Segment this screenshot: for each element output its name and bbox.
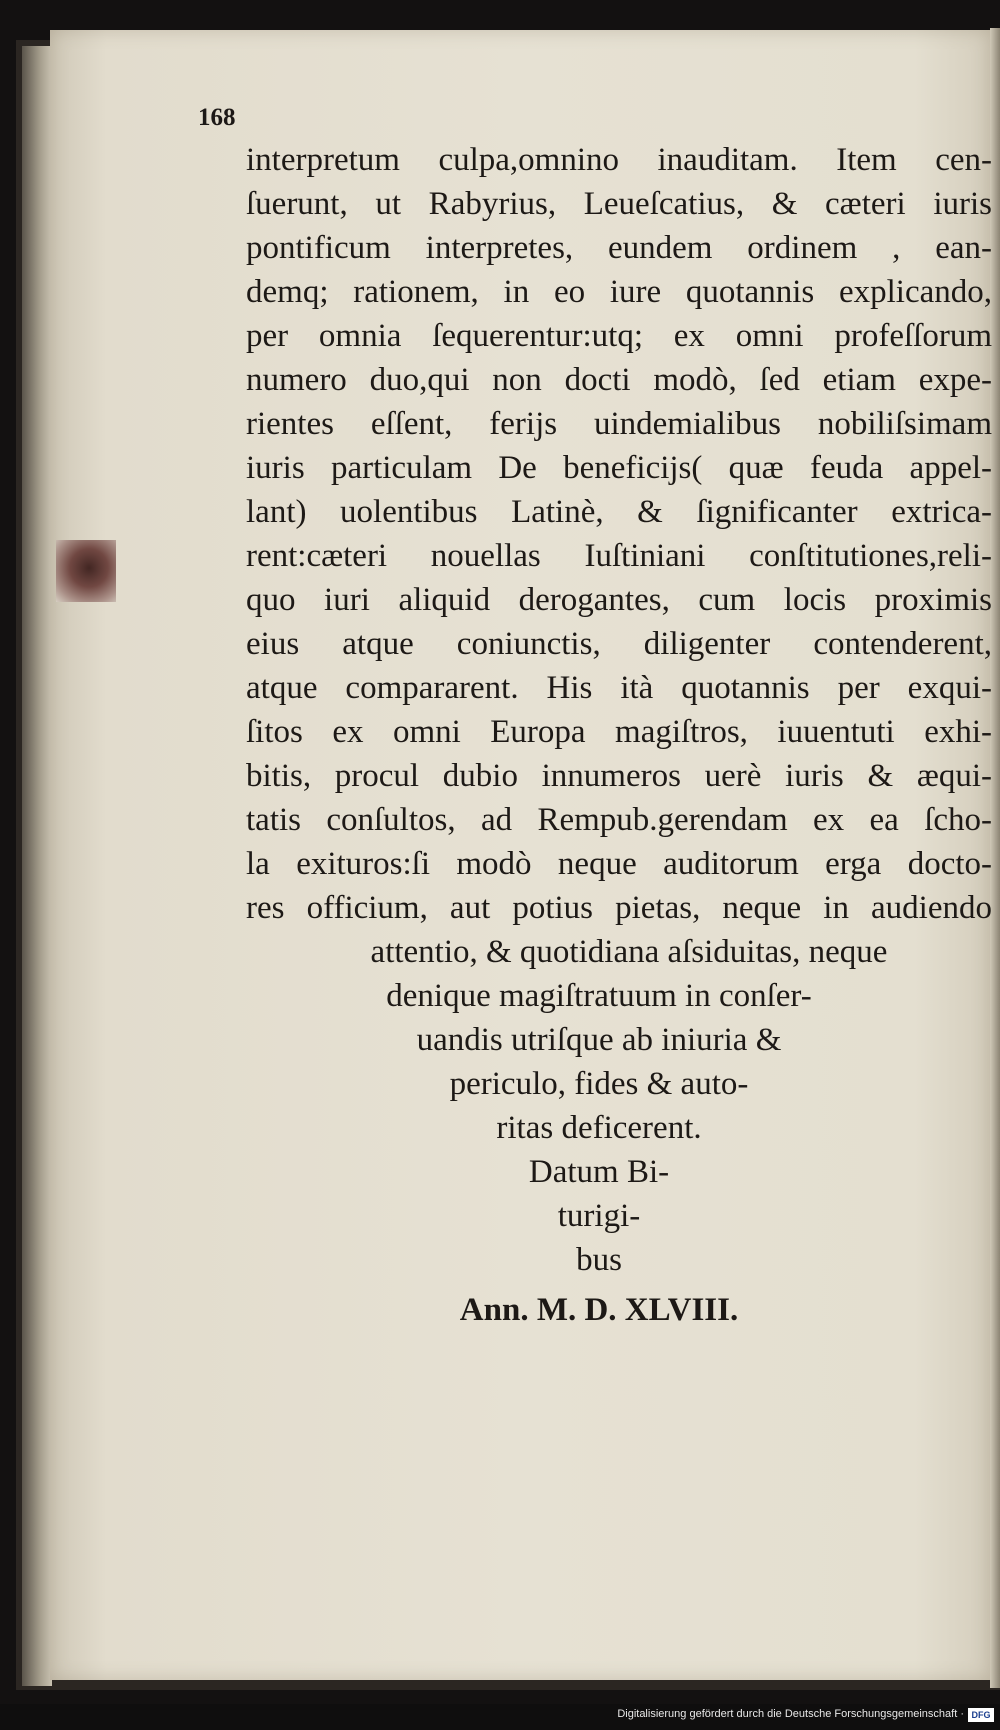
text-line: pontificum interpretes, eundem ordinem , ean- — [246, 230, 992, 266]
text-line: tatis conſultos, ad Rempub.gerendam ex ea ſcho- — [246, 802, 992, 838]
text-line: rent:cæteri nouellas Iuſtiniani conſtitutiones,reli- — [246, 538, 992, 574]
text-line: quo iuri aliquid derogantes, cum locis proximis — [246, 582, 992, 618]
tail-line: periculo, fides & auto- — [449, 1066, 749, 1102]
text-line: atque compararent. His ità quotannis per exqui- — [246, 670, 992, 706]
tail-line: Datum Bi- — [528, 1154, 670, 1190]
tail-line: turigi- — [557, 1198, 641, 1234]
text-line: eius atque coniunctis, diligenter contenderent, — [246, 626, 992, 662]
binding-edge — [22, 46, 52, 1686]
text-line: interpretum culpa,omnino inauditam. Item cen- — [246, 142, 992, 178]
tail-line: denique magiſtratuum in conſer- — [386, 978, 812, 1014]
text-line: ſuerunt, ut Rabyrius, Leueſcatius, & cæteri iuris — [246, 186, 992, 222]
text-line: ſitos ex omni Europa magiſtros, iuuentuti exhi- — [246, 714, 992, 750]
tail-line: bus — [576, 1242, 622, 1278]
text-line: rientes eſſent, ferijs uindemialibus nobiliſsimam — [246, 406, 992, 442]
text-line: iuris particulam De beneficijs( quæ feuda appel- — [246, 450, 992, 486]
body-text — [246, 138, 992, 1332]
text-line: per omnia ſequerentur:utq; ex omni profeſſorum — [246, 318, 992, 354]
text-line: demq; rationem, in eo iure quotannis explicando, — [246, 274, 992, 310]
text-line: res officium, aut potius pietas, neque in audiendo — [246, 890, 992, 926]
tail-line: ritas deficerent. — [496, 1110, 702, 1146]
date-line: Ann. M. D. XLVIII. — [459, 1292, 739, 1328]
funding-notice: Digitalisierung gefördert durch die Deutsche Forschungsgemeinschaft · — [617, 1708, 964, 1720]
dfg-logo-icon: DFG — [968, 1708, 994, 1722]
text-line: lant) uolentibus Latinè, & ſignificanter extrica- — [246, 494, 992, 530]
text-line: bitis, procul dubio innumeros uerè iuris & æqui- — [246, 758, 992, 794]
page-number: 168 — [198, 104, 236, 131]
tail-line: attentio, & quotidiana aſsiduitas, neque — [370, 934, 888, 970]
text-line: la exituros:ſi modò neque auditorum erga docto- — [246, 846, 992, 882]
page-tab-marker — [56, 540, 116, 602]
tail-line: uandis utriſque ab iniuria & — [416, 1022, 782, 1058]
text-line: numero duo,qui non docti modò, ſed etiam expe- — [246, 362, 992, 398]
